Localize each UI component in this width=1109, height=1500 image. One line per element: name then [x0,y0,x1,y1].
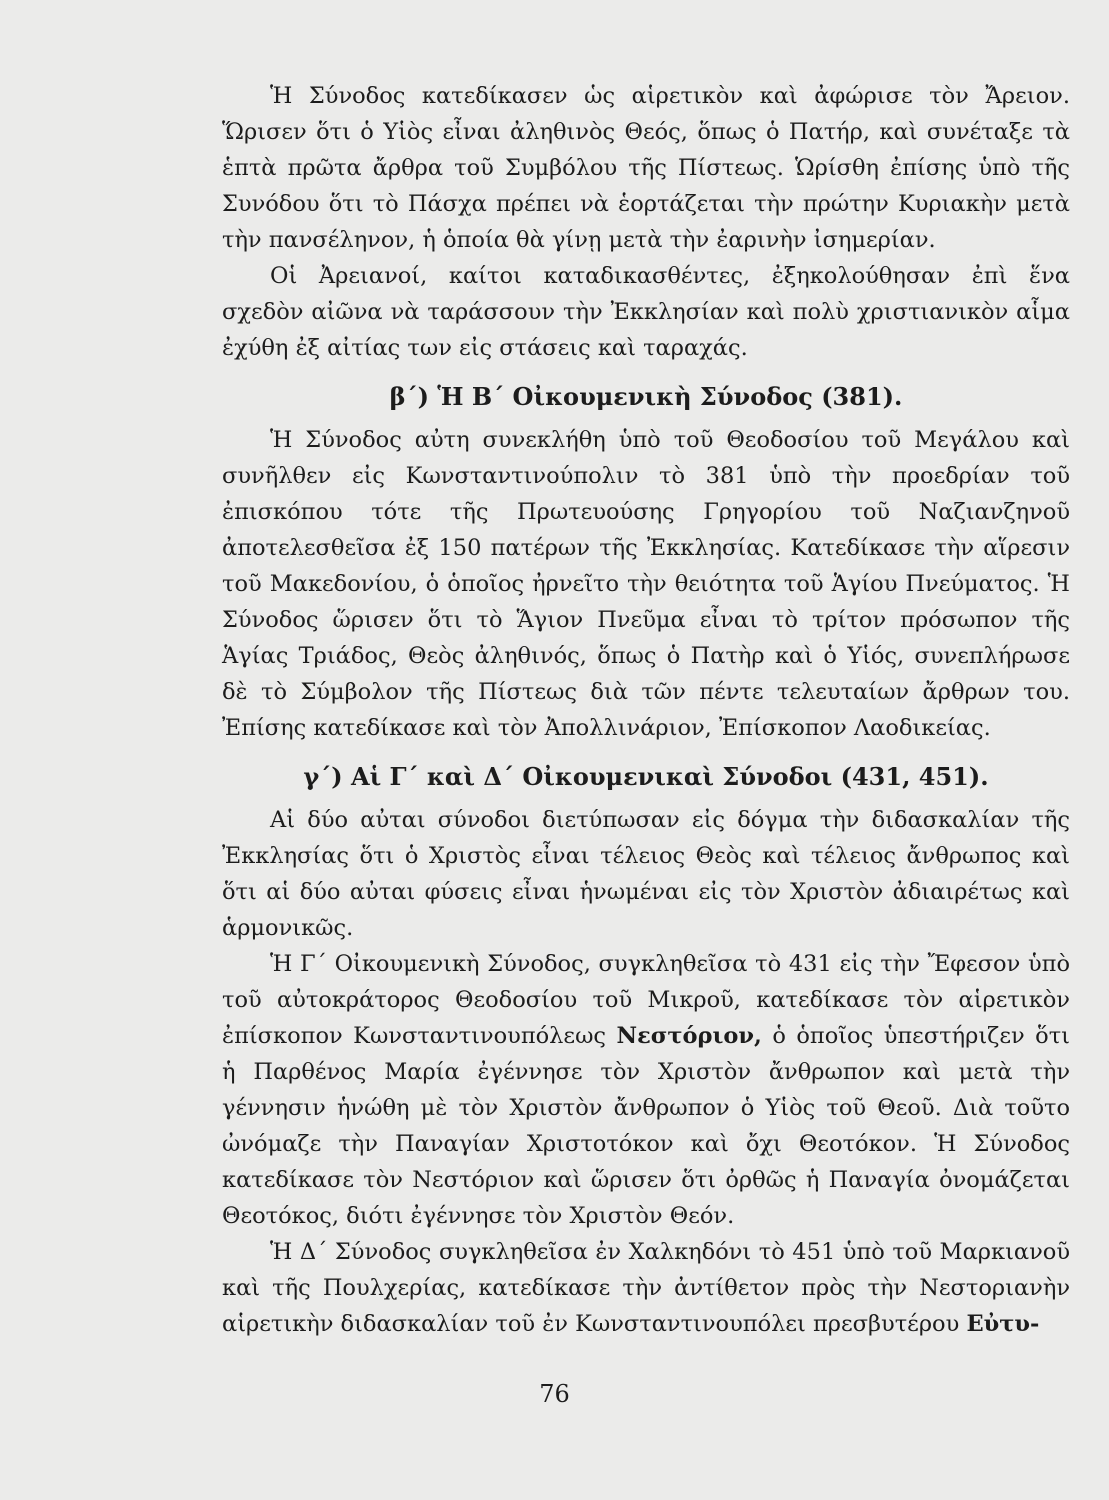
section-heading-third-fourth-councils: γ΄) Αἱ Γ΄ καὶ Δ΄ Οἰκουμενικαὶ Σύνοδοι (431, 451). [303,762,989,791]
paragraph-third-council [222,946,1070,1234]
paragraph-two-natures: Αἱ δύο αὐται σύνοδοι διετύπωσαν εἰς δόγμα τὴν διδασκαλίαν τῆς Ἐκκλησίας ὅτι ὁ Χριστὸς εἶναι τέλειος Θεὸς καὶ τέλειος ἄνθρωπος καὶ ὅτι αἱ δύο αὐται φύσεις εἶναι ἡνωμέναι εἰς τὸν Χριστὸν ἀδιαιρέτως καὶ ἁρμονικῶς. [222,807,1070,941]
text-segment: Ἡ Δ΄ Σύνοδος συγκληθεῖσα ἐν Χαλκηδόνι τὸ 451 ὑπὸ τοῦ Μαρκιανοῦ καὶ τῆς Πουλχερίας, κατεδίκασε τὴν ἀντίθετον πρὸς τὴν Νεστοριανὴν αἱρετικὴν διδασκαλίαν τοῦ ἐν Κωνσταντινουπόλει πρεσβυτέρου [222,1239,1070,1337]
paragraph-fourth-council [222,1234,1070,1342]
bold-name-eutyches: Εὐτυ- [966,1311,1040,1337]
section-heading-second-council: β΄) Ἡ Β΄ Οἰκουμενικὴ Σύνοδος (381). [389,382,903,411]
bold-name-nestorius: Νεστόριον, [616,1023,762,1049]
paragraph-synod-condemnation: Ἡ Σύνοδος κατεδίκασεν ὡς αἱρετικὸν καὶ ἀφώρισε τὸν Ἄρειον. Ὥρισεν ὅτι ὁ Υἱὸς εἶναι ἀληθινὸς Θεός, ὅπως ὁ Πατήρ, καὶ συνέταξε τὰ ἑπτὰ πρῶτα ἄρθρα τοῦ Συμβόλου τῆς Πίστεως. Ὡρίσθη ἐπίσης ὑπὸ τῆς Συνόδου ὅτι τὸ Πάσχα πρέπει νὰ ἑορτάζεται τὴν πρώτην Κυριακὴν μετὰ τὴν πανσέληνον, ἡ ὁποία θὰ γίνῃ μετὰ τὴν ἐαρινὴν ἰσημερίαν. [222,83,1070,253]
paragraph-arians: Οἱ Ἀρειανοί, καίτοι καταδικασθέντες, ἐξηκολούθησαν ἐπὶ ἕνα σχεδὸν αἰῶνα νὰ ταράσσουν τὴν Ἐκκλησίαν καὶ πολὺ χριστιανικὸν αἷμα ἐχύθη ἐξ αἰτίας των εἰς στάσεις καὶ ταραχάς. [222,263,1070,361]
page-number: 76 [539,1380,570,1408]
text-segment: Ἡ Γ΄ Οἰκουμενικὴ Σύνοδος, συγκληθεῖσα τὸ 431 εἰς τὴν Ἔφεσον ὑπὸ τοῦ αὐτοκράτορος Θεοδοσίου τοῦ Μικροῦ, κατεδίκασε τὸν αἱρετικὸν ἐπίσκοπον Κωνσταντινουπόλεως [222,951,1070,1049]
paragraph-second-council: Ἡ Σύνοδος αὐτη συνεκλήθη ὑπὸ τοῦ Θεοδοσίου τοῦ Μεγάλου καὶ συνῆλθεν εἰς Κωνσταντινούπολιν τὸ 381 ὑπὸ τὴν προεδρίαν τοῦ ἐπισκόπου τότε τῆς Πρωτευούσης Γρηγορίου τοῦ Ναζιανζηνοῦ ἀποτελεσθεῖσα ἐξ 150 πατέρων τῆς Ἐκκλησίας. Κατεδίκασε τὴν αἵρεσιν τοῦ Μακεδονίου, ὁ ὁποῖος ἠρνεῖτο τὴν θειότητα τοῦ Ἁγίου Πνεύματος. Ἡ Σύνοδος ὥρισεν ὅτι τὸ Ἅγιον Πνεῦμα εἶναι τὸ τρίτον πρόσωπον τῆς Ἁγίας Τριάδος, Θεὸς ἀληθινός, ὅπως ὁ Πατὴρ καὶ ὁ Υἱός, συνεπλήρωσε δὲ τὸ Σύμβολον τῆς Πίστεως διὰ τῶν πέντε τελευταίων ἄρθρων του. Ἐπίσης κατεδίκασε καὶ τὸν Ἀπολλινάριον, Ἐπίσκοπον Λαοδικείας. [222,427,1070,741]
text-segment: ὁ ὁποῖος ὑπεστήριζεν ὅτι ἡ Παρθένος Μαρία ἐγέννησε τὸν Χριστὸν ἄνθρωπον καὶ μετὰ τὴν γέννησιν ἡνώθη μὲ τὸν Χριστὸν ἄνθρωπον ὁ Υἱὸς τοῦ Θεοῦ. Διὰ τοῦτο ὠνόμαζε τὴν Παναγίαν Χριστοτόκον καὶ ὄχι Θεοτόκον. Ἡ Σύνοδος κατεδίκασε τὸν Νεστόριον καὶ ὥρισεν ὅτι ὀρθῶς ἡ Παναγία ὀνομάζεται Θεοτόκος, διότι ἐγέννησε τὸν Χριστὸν Θεόν. [222,1023,1070,1229]
page-body [222,78,1070,1342]
